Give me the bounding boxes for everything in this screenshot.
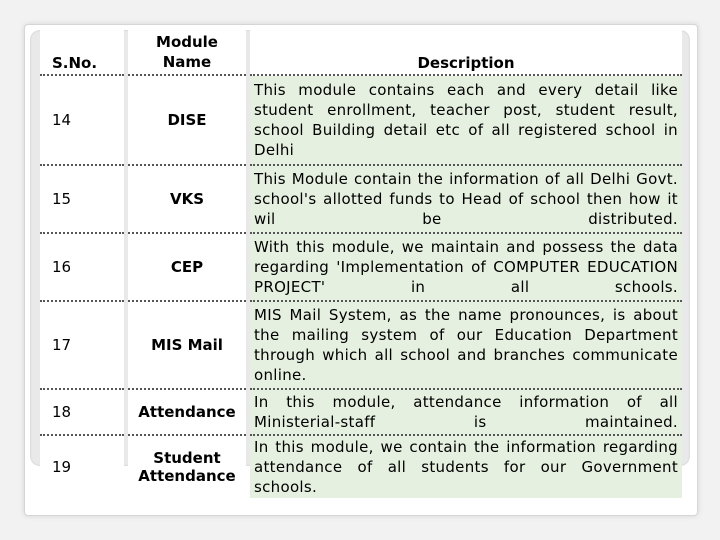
cell-description: With this module, we maintain and possess the data regarding 'Implementation of COMPUTER EDUCATION PROJECT' in all schools. (250, 234, 682, 302)
cell-description: In this module, we contain the information regarding attendance of all students for our Government schools. (250, 436, 682, 498)
header-description: Description (250, 30, 682, 76)
header-sno: S.No. (40, 30, 124, 76)
modules-table-container (36, 30, 686, 498)
table-row (40, 302, 682, 390)
cell-module: VKS (128, 166, 246, 234)
cell-module: CEP (128, 234, 246, 302)
table-row (40, 166, 682, 234)
table-row (40, 390, 682, 436)
modules-table (36, 30, 686, 498)
cell-sno: 16 (40, 234, 124, 302)
cell-description: MIS Mail System, as the name pronounces, is about the mailing system of our Education Department through which all school and branches communicate online. (250, 302, 682, 390)
table-row (40, 234, 682, 302)
cell-module: DISE (128, 76, 246, 166)
cell-description: In this module, attendance information of all Ministerial-staff is maintained. (250, 390, 682, 436)
cell-module: Attendance (128, 390, 246, 436)
cell-module: Student Attendance (128, 436, 246, 498)
cell-sno: 14 (40, 76, 124, 166)
table-header-row (40, 30, 682, 76)
cell-sno: 18 (40, 390, 124, 436)
cell-description: This module contains each and every detail like student enrollment, teacher post, student result, school Building detail etc of all registered school in Delhi (250, 76, 682, 166)
table-row (40, 76, 682, 166)
table-row (40, 436, 682, 498)
header-module-name: Module Name (128, 30, 246, 76)
cell-sno: 15 (40, 166, 124, 234)
cell-sno: 19 (40, 436, 124, 498)
cell-sno: 17 (40, 302, 124, 390)
cell-description: This Module contain the information of all Delhi Govt. school's allotted funds to Head of school then how it wil be distributed. (250, 166, 682, 234)
cell-module: MIS Mail (128, 302, 246, 390)
